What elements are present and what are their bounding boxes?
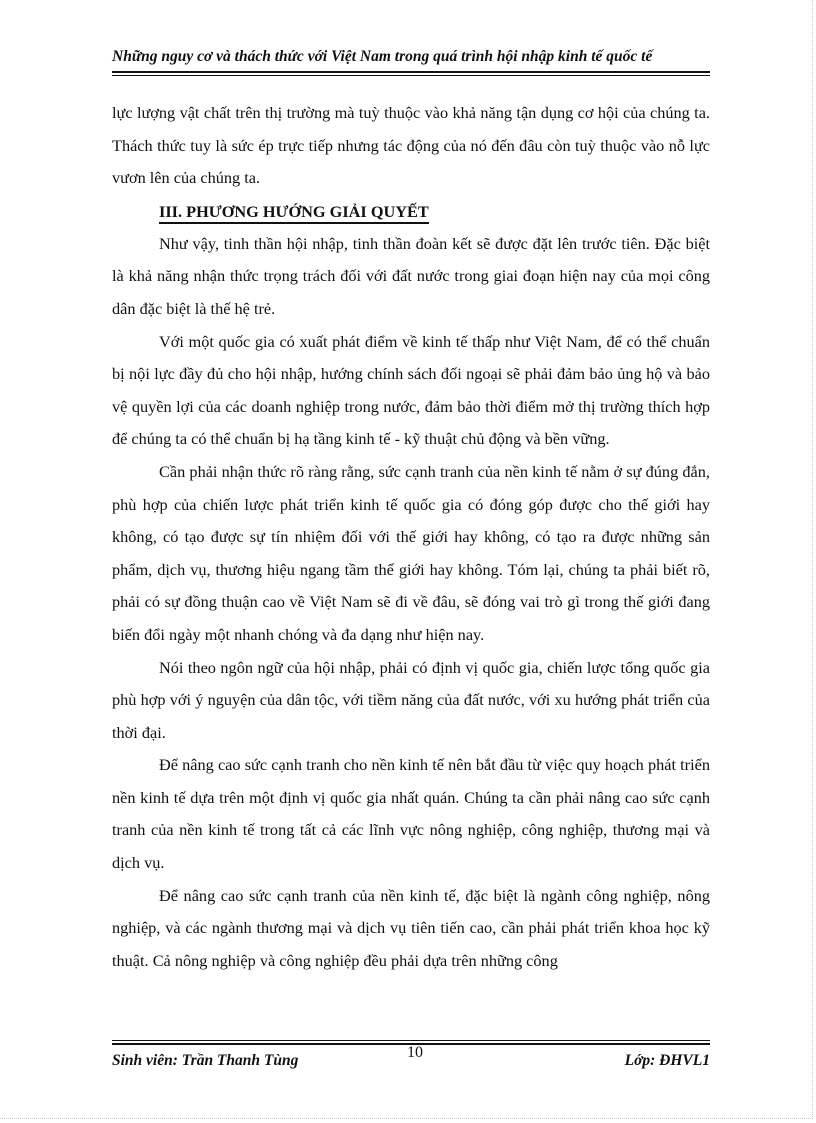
footer-class: Lớp: ĐHVL1	[624, 1052, 710, 1069]
paragraph-1: Như vậy, tinh thần hội nhập, tinh thần đoàn kết sẽ được đặt lên trước tiên. Đặc biệt là khả năng nhận thức trọng trách đối với đất nước trong giai đoạn hiện nay của mọi công dân đặc biệt là thế hệ trẻ.	[112, 233, 710, 318]
footer-rule-thin	[112, 1040, 710, 1041]
paragraph-4: Nói theo ngôn ngữ của hội nhập, phải có định vị quốc gia, chiến lược tổng quốc gia phù hợp với ý nguyện của dân tộc, với tiềm năng của đất nước, với xu hướng phát triển của thời đại.	[112, 657, 710, 742]
paragraph-5: Để nâng cao sức cạnh tranh cho nền kinh tế nên bắt đầu từ việc quy hoạch phát triển nền kinh tế dựa trên một định vị quốc gia nhất quán. Chúng ta cần phải nâng cao sức cạnh tranh của nền kinh tế trong tất cả các lĩnh vực nông nghiệp, công nghiệp, thương mại và dịch vụ.	[112, 755, 710, 873]
continued-paragraph: lực lượng vật chất trên thị trường mà tuỳ thuộc vào khả năng tận dụng cơ hội của chúng ta. Thách thức tuy là sức ép trực tiếp nhưng tác động của nó đến đâu còn tuỳ thuộc vào nỗ lực vươn lên của chúng ta.	[112, 103, 710, 188]
header-rule-thin	[112, 75, 710, 76]
paragraph-6: Để nâng cao sức cạnh tranh của nền kinh tế, đặc biệt là ngành công nghiệp, nông nghiệp, và các ngành thương mại và dịch vụ tiên tiến cao, cần phải phát triển khoa học kỹ thuật. Cả nông nghiệp và công nghiệp đều phải dựa trên những công	[112, 885, 710, 970]
section-heading-text: III. PHƯƠNG HƯỚNG GIẢI QUYẾT	[159, 202, 429, 224]
running-header: Những nguy cơ và thách thức với Việt Nam trong quá trình hội nhập kinh tế quốc tế	[112, 48, 653, 65]
page-number: 10	[407, 1044, 423, 1061]
footer-student-name: Sinh viên: Trần Thanh Tùng	[112, 1052, 299, 1069]
paragraph-2: Với một quốc gia có xuất phát điểm về kinh tế thấp như Việt Nam, để có thể chuẩn bị nội lực đầy đủ cho hội nhập, hướng chính sách đối ngoại sẽ phải đảm bảo ủng hộ và bảo vệ quyền lợi của các doanh nghiệp trong nước, đảm bảo thời điểm mở thị trường thích hợp để chúng ta có thể chuẩn bị hạ tầng kinh tế - kỹ thuật chủ động và bền vững.	[112, 331, 710, 449]
paragraph-3: Cần phải nhận thức rõ ràng rằng, sức cạnh tranh của nền kinh tế nằm ở sự đúng đắn, phù hợp của chiến lược phát triển kinh tế quốc gia có đóng góp được cho thế giới hay không, có tạo được sự tín nhiệm đối với thế giới hay không, có tạo ra được những sản phẩm, dịch vụ, thương hiệu ngang tầm thế giới hay không. Tóm lại, chúng ta phải biết rõ, phải có sự đồng thuận cao về Việt Nam sẽ đi về đâu, sẽ đóng vai trò gì trong thế giới đang biến đổi ngày một nhanh chóng và đa dạng như hiện nay.	[112, 461, 710, 644]
header-rule-thick	[112, 71, 710, 73]
section-heading	[112, 195, 710, 228]
document-body	[112, 97, 710, 977]
